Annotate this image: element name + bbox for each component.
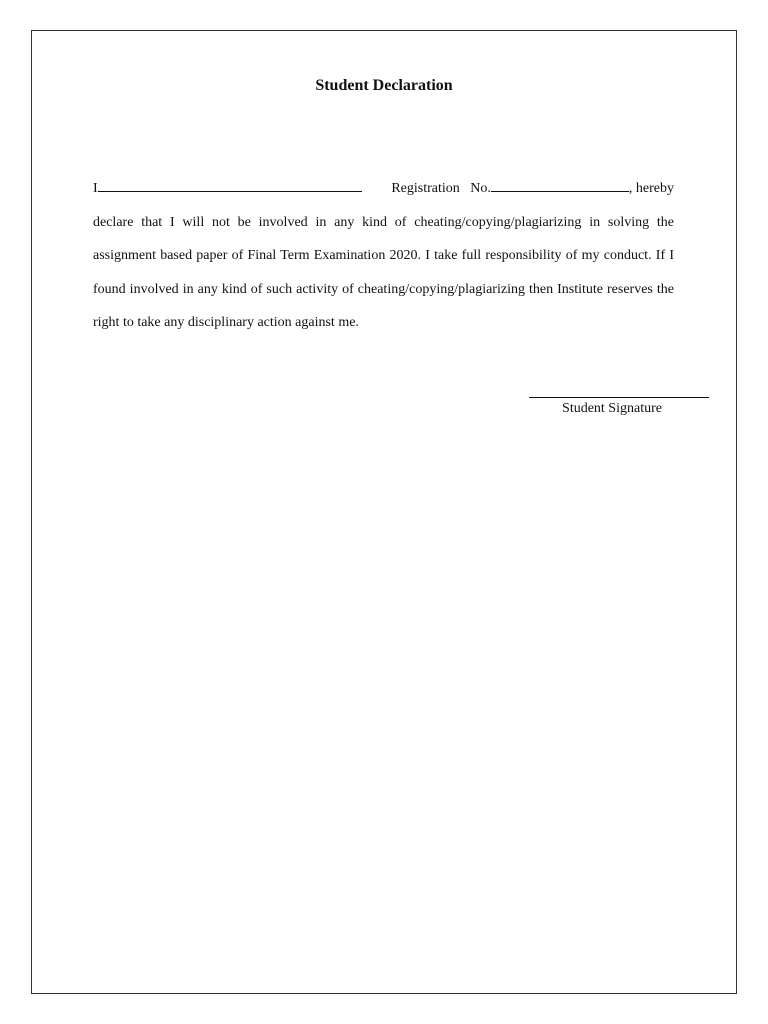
hereby-text: , hereby: [628, 181, 674, 196]
pronoun-text: I: [93, 181, 98, 196]
declaration-first-line: [93, 172, 674, 206]
student-name-blank[interactable]: [98, 177, 362, 192]
signature-label: Student Signature: [562, 401, 662, 416]
registration-field-group: [391, 172, 674, 206]
declaration-paragraph: [93, 172, 674, 340]
registration-number-blank[interactable]: [491, 177, 629, 192]
registration-no-label: No.: [470, 181, 491, 196]
signature-line[interactable]: [529, 397, 709, 398]
declaration-body-text: declare that I will not be involved in any kind of cheating/copying/plagiarizing in solving the assignment based paper of Final Term Examination 2020. I take full responsibility of my conduct. If I found involved in any kind of such activity of cheating/copying/plagiarizing then Institute reserves the right to take any disciplinary action against me.: [93, 214, 674, 330]
name-field-group: [93, 172, 362, 206]
registration-label: Registration: [391, 181, 460, 196]
document-title: Student Declaration: [315, 77, 453, 94]
